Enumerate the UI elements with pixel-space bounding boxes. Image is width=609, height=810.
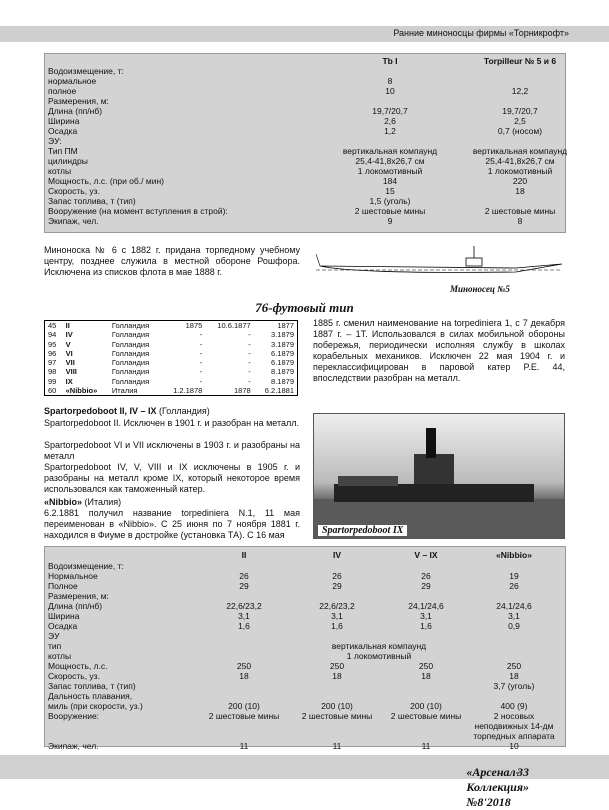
nibbio-title: «Nibbio»	[44, 497, 83, 507]
table2-row-label: Водоизмещение, т:	[48, 561, 124, 571]
table2-row-label: тип	[48, 641, 62, 651]
table2-cell: 400 (9)	[500, 701, 528, 711]
ship-cell: 45	[48, 321, 57, 330]
nibbio-heading	[44, 497, 300, 508]
ship-cell: 60	[48, 386, 57, 396]
ship-cell: 94	[48, 330, 57, 340]
ship-cell: «Nibbio»	[65, 386, 98, 396]
table2-cell: 2 носовых	[493, 711, 535, 721]
table2-row-label: Экипаж, чел.	[48, 741, 99, 751]
ship-cell: -	[199, 348, 203, 358]
table1-cell: 25,4-41,8x26,7 см	[355, 156, 425, 166]
table2-row-label: Размерения, м:	[48, 591, 109, 601]
ship-cell: 3.1879	[271, 330, 294, 340]
ship-cell: Голландия	[111, 321, 150, 330]
table2-cell: 18	[509, 671, 519, 681]
table2-cell: 11	[239, 741, 249, 751]
table1-col-header: Torpilleur № 5 и 6	[483, 56, 557, 66]
spart-line: Spartorpedoboot VI и VII исключены в 1903 г. и разобраны на металл	[44, 440, 300, 461]
nibbio-country: (Италия)	[84, 497, 122, 507]
ship-cell: Голландия	[111, 339, 150, 349]
table2-cell: 250	[418, 661, 434, 671]
table2-cell: 200 (10)	[228, 701, 260, 711]
table1-cell: 25,4-41,8x26,7 см	[485, 156, 555, 166]
ship-cell: 8.1879	[271, 367, 294, 377]
table1-row-label: Запас топлива, т (тип)	[48, 196, 136, 206]
section-title: 76-футовый тип	[255, 300, 354, 315]
table2-cell: 200 (10)	[321, 701, 353, 711]
table2-row-label: Нормальное	[48, 571, 98, 581]
table2-cell: 29	[239, 581, 249, 591]
paragraph-no6: Миноноска № 6 с 1882 г. придана торпедному учебному центру, позднее служила в местной обороне Рошфора. Исключена из списков флота в мае 1888 г.	[44, 245, 300, 277]
table2-cell: 250	[329, 661, 345, 671]
ship-cell: -	[248, 348, 251, 358]
ship-row	[45, 367, 297, 376]
table1-cell: 1 локомотивный	[487, 166, 553, 176]
ship-cell: Голландия	[111, 367, 150, 377]
table1-row-label: Ширина	[48, 116, 80, 126]
ship-cell: -	[248, 367, 251, 377]
ship-cell: Голландия	[111, 358, 150, 368]
paragraph-right-column: 1885 г. сменил наименование на torpediniera 1, с 7 декабря 1887 г. – 1Т. Использовался в силах мобильной обороны побережья, периодически исполняя службу в школах корабельных механиков. Исключен 22 мая 1904 г. и переклассифицирован в паровой катер P.E. 44, впоследствии разобран на металл.	[313, 318, 565, 383]
table1-cell: 9	[387, 216, 393, 226]
footer-bar	[0, 755, 609, 809]
table1-cell: вертикальная компаунд	[472, 146, 568, 156]
table1-col-header: Tb I	[382, 56, 398, 66]
table2-cell: 2 шестовые мины	[208, 711, 280, 721]
table1-cell: 1,5 (уголь)	[369, 196, 411, 206]
table1-cell: 8	[517, 216, 523, 226]
table2-eu-boilers: 1 локомотивный	[346, 651, 412, 661]
ship-cell: IV	[65, 330, 73, 340]
table2-cell: 250	[506, 661, 522, 671]
table1-row-label: котлы	[48, 166, 72, 176]
table2-row-label: Длина (пп/нб)	[48, 601, 103, 611]
ship-cell: 1877	[277, 321, 294, 330]
table1-row-label: Мощность, л.с. (при об./ мин)	[48, 176, 164, 186]
table1-row-label: ЭУ:	[48, 136, 62, 146]
ship-cell: 96	[48, 348, 57, 358]
boat-photo-graphic	[314, 414, 564, 538]
table1-cell: 19,7/20,7	[502, 106, 538, 116]
table2-cell: 250	[236, 661, 252, 671]
ship-cell: V	[65, 339, 71, 349]
ship-cell: 97	[48, 358, 57, 368]
ship-cell: -	[199, 339, 203, 349]
table2-cell: 26	[509, 581, 519, 591]
ship-cell: -	[199, 358, 203, 368]
table2-cell: неподвижных 14-дм	[474, 721, 554, 731]
table2-cell: 3,1	[331, 611, 343, 621]
ship-cell: -	[199, 367, 203, 377]
specs-table-1	[44, 53, 566, 233]
ship-row	[45, 386, 297, 395]
running-header-text: Ранние миноносцы фирмы «Торникрофт»	[393, 28, 569, 38]
table1-row-label: цилиндры	[48, 156, 88, 166]
ship-cell: 10.6.1877	[217, 321, 251, 330]
table2-row-label: Мощность, л.с.	[48, 661, 108, 671]
table1-cell: 2 шестовые мины	[354, 206, 426, 216]
ship-cell: VI	[65, 348, 73, 358]
specs-table-2	[44, 546, 566, 751]
table1-cell: вертикальная компаунд	[342, 146, 438, 156]
table2-cell: 18	[421, 671, 431, 681]
ship-cell: 1875	[185, 321, 203, 330]
table2-cell: 0,9	[508, 621, 520, 631]
table1-cell: 2,6	[384, 116, 396, 126]
table2-row-label: Вооружение:	[48, 711, 100, 721]
table2-cell: 2 шестовые мины	[390, 711, 462, 721]
table2-row-label: Полное	[48, 581, 78, 591]
ship-row	[45, 358, 297, 367]
table1-cell: 10	[385, 86, 395, 96]
table1-cell: 19,7/20,7	[372, 106, 408, 116]
table2-cell: 26	[239, 571, 249, 581]
ship-cell: -	[248, 358, 251, 368]
table2-cell: 11	[421, 741, 431, 751]
table2-row-label: Скорость, уз.	[48, 671, 100, 681]
table2-row-label: миль (при скорости, уз.)	[48, 701, 143, 711]
spart-country: (Голландия)	[159, 406, 210, 416]
torpedo-boat-drawing	[316, 244, 566, 280]
table1-row-label: Длина (пп/нб)	[48, 106, 103, 116]
ship-cell: 1.2.1878	[173, 386, 203, 396]
table2-cell: 18	[332, 671, 342, 681]
ship-cell: II	[65, 321, 70, 330]
table2-row-label: Запас топлива, т (тип)	[48, 681, 136, 691]
nibbio-text: 6.2.1881 получил название torpediniera N.1, 11 мая переименован в «Nibbio». С 25 июня по 7 ноября 1881 г. находился в Фиуме в достройке (установка ТА). С 16 мая	[44, 508, 300, 540]
table2-col-header: II	[241, 550, 247, 560]
ship-row	[45, 330, 297, 339]
table1-cell: 15	[385, 186, 395, 196]
table1-row-label: Размерения, м:	[48, 96, 109, 106]
ships-list-table	[44, 320, 298, 396]
table2-cell: 11	[332, 741, 342, 751]
table2-cell: 3,1	[508, 611, 520, 621]
spart-title: Spartorpedoboot II, IV – IX	[44, 406, 157, 416]
table1-row-label: Вооружение (на момент вступления в строй):	[48, 206, 228, 216]
spartorpedoboot-photo	[313, 413, 565, 539]
table1-row-label: Тип ПМ	[48, 146, 78, 156]
table2-row-label: ЭУ	[48, 631, 60, 641]
ship-cell: -	[199, 376, 203, 386]
table1-cell: 2 шестовые мины	[484, 206, 556, 216]
ship-cell: Голландия	[111, 348, 150, 358]
table2-cell: 1,6	[420, 621, 432, 631]
table1-row-label: полное	[48, 86, 77, 96]
ship-row	[45, 340, 297, 349]
ship-cell: Голландия	[111, 330, 150, 340]
table1-cell: 1,2	[384, 126, 396, 136]
ship-cell: IX	[65, 376, 73, 386]
table1-cell: 18	[515, 186, 525, 196]
table2-cell: 1,6	[331, 621, 343, 631]
ship-cell: Голландия	[111, 376, 150, 386]
table1-cell: 0,7 (носом)	[497, 126, 543, 136]
ship-row	[45, 377, 297, 386]
table2-cell: 3,1	[238, 611, 250, 621]
table2-cell: 24,1/24,6	[408, 601, 444, 611]
ship-cell: 6.1879	[271, 348, 294, 358]
ship-cell: 8.1879	[271, 376, 294, 386]
ship-cell: -	[248, 330, 251, 340]
ship-cell: Италия	[111, 386, 138, 396]
spartorpedoboot-heading	[44, 406, 300, 417]
ship-cell: 98	[48, 367, 57, 377]
table2-cell: 19	[509, 571, 519, 581]
ship-cell: 3.1879	[271, 339, 294, 349]
ship-row	[45, 321, 297, 330]
table2-cell: 3,7 (уголь)	[493, 681, 535, 691]
table2-eu-type: вертикальная компаунд	[331, 641, 427, 651]
ship-cell: -	[248, 339, 251, 349]
ship-cell: VII	[65, 358, 75, 368]
ship-cell: 99	[48, 376, 57, 386]
table1-cell: 220	[512, 176, 528, 186]
table1-row-label: Скорость, уз.	[48, 186, 100, 196]
table2-row-label: Осадка	[48, 621, 78, 631]
table2-cell: 200 (10)	[410, 701, 442, 711]
table2-cell: торпедных аппарата	[473, 731, 555, 741]
table2-cell: 22,6/23,2	[226, 601, 262, 611]
table2-cell: 18	[239, 671, 249, 681]
ship-row	[45, 349, 297, 358]
ship-cell: -	[248, 376, 251, 386]
table2-cell: 26	[332, 571, 342, 581]
table1-cell: 1 локомотивный	[357, 166, 423, 176]
drawing-caption: Миноносец №5	[450, 284, 510, 294]
table2-col-header: «Nibbio»	[496, 550, 532, 560]
table1-row-label: Водоизмещение, т:	[48, 66, 124, 76]
table2-col-header: V – IX	[414, 550, 438, 560]
ship-cell: -	[199, 330, 203, 340]
table2-row-label: Дальность плавания,	[48, 691, 133, 701]
table2-col-header: IV	[332, 550, 342, 560]
table2-cell: 10	[509, 741, 519, 751]
ship-cell: 6.2.1881	[264, 386, 294, 396]
table2-row-label: Ширина	[48, 611, 80, 621]
table2-cell: 2 шестовые мины	[301, 711, 373, 721]
table2-cell: 3,1	[420, 611, 432, 621]
page-number: 33	[517, 765, 529, 779]
table1-row-label: Осадка	[48, 126, 78, 136]
running-header	[0, 26, 609, 42]
table1-row-label: Экипаж, чел.	[48, 216, 99, 226]
table2-cell: 26	[421, 571, 431, 581]
table2-cell: 24,1/24,6	[496, 601, 532, 611]
photo-caption: Spartorpedoboot IX	[318, 525, 407, 536]
table2-cell: 29	[421, 581, 431, 591]
spart-line: Spartorpedoboot II. Исключен в 1901 г. и разобран на металл.	[44, 418, 300, 428]
footer-text: «Арсенал-Коллекция» №8'2018 33	[466, 765, 530, 809]
ship-cell: 6.1879	[271, 358, 294, 368]
spart-line: Spartorpedoboot IV, V, VIII и IX исключены в 1905 г. и разобраны на металл кроме IX, который некоторое время использовался как таможенный катер.	[44, 462, 300, 494]
table1-row-label: нормальное	[48, 76, 97, 86]
table2-cell: 1,6	[238, 621, 250, 631]
table1-cell: 8	[387, 76, 393, 86]
table2-cell: 29	[332, 581, 342, 591]
table1-cell: 184	[382, 176, 398, 186]
table1-cell: 2,5	[514, 116, 526, 126]
ship-cell: 95	[48, 339, 57, 349]
table1-cell: 12,2	[511, 86, 529, 96]
ship-cell: 1878	[234, 386, 251, 396]
ship-cell: VIII	[65, 367, 77, 377]
table2-row-label: котлы	[48, 651, 72, 661]
table2-cell: 22,6/23,2	[319, 601, 355, 611]
